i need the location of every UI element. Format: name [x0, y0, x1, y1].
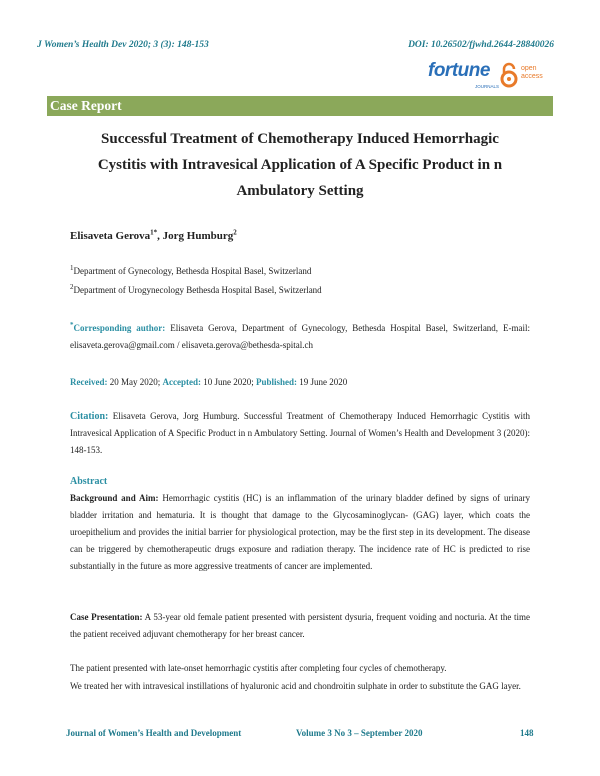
article-type-band: Case Report	[47, 96, 553, 116]
affiliation-sup: 1	[70, 264, 74, 272]
header-journal-ref: J Women’s Health Dev 2020; 3 (3): 148-153	[37, 40, 209, 50]
abstract-heading: Abstract	[70, 476, 108, 487]
corresponding-sup: *	[70, 321, 74, 329]
title-line: Cystitis with Intravesical Application of A Specific Product in n	[97, 157, 503, 173]
affiliation	[70, 266, 311, 276]
published-date: 19 June 2020	[296, 377, 348, 387]
title-line: Successful Treatment of Chemotherapy Induced Hemorrhagic	[101, 131, 499, 147]
affiliation-text: Department of Gynecology, Bethesda Hospital Basel, Switzerland	[73, 266, 312, 276]
accepted-label: Accepted:	[162, 377, 201, 387]
received-label: Received:	[70, 377, 108, 387]
author-name: Jorg Humburg	[162, 230, 234, 242]
received-date: 20 May 2020;	[107, 377, 163, 387]
affiliation-text: Department of Urogynecology Bethesda Hospital Basel, Switzerland	[73, 285, 322, 295]
open-access-icon	[498, 62, 520, 88]
abstract-paragraph: The patient presented with late-onset hemorrhagic cystitis after completing four cycles of chemotherapy.	[70, 663, 447, 673]
title-line: Ambulatory Setting	[236, 183, 364, 199]
abstract-paragraph: We treated her with intravesical instillations of hyaluronic acid and chondroitin sulphate in order to substitute the GAG layer.	[70, 681, 521, 691]
abstract-case-text: A 53-year old female patient presented with persistent dysuria, frequent voiding and nocturia. At the time the patient received adjuvant chemotherapy for her breast cancer.	[70, 612, 530, 639]
footer-journal: Journal of Women’s Health and Development	[66, 728, 242, 738]
affiliation-sup: 2	[70, 283, 74, 291]
publisher-logo	[428, 60, 553, 94]
abstract-bg-text: Hemorrhagic cystitis (HC) is an inflammation of the urinary bladder defined by signs of urinary bladder irritation and hematuria. It is thought that damage to the Glycosaminoglycan- (GAG) layer, which coats the uroepithelium and provides the initial barrier for physiological protection, may be the first step in its development. The disease can be triggered by chemotherapeutic drugs exposure and radiation therapy. The incidence rate of HC is predicted to rise substantially in the future as more aggressive treatments of cancer are implemented.	[70, 493, 531, 571]
article-title	[60, 126, 540, 204]
abstract-bg-label: Background and Aim:	[70, 493, 159, 503]
accepted-date: 10 June 2020;	[200, 377, 256, 387]
citation-label: Citation:	[70, 411, 109, 422]
published-label: Published:	[255, 377, 297, 387]
corresponding-text: Elisaveta Gerova, Department of Gynecology, Bethesda Hospital Basel, Switzerland, E-mail: elisaveta.gerova@gmail.com / elisaveta.gerova@bethesda-spital.ch	[70, 323, 530, 350]
citation-text: Elisaveta Gerova, Jorg Humburg. Successful Treatment of Chemotherapy Induced Hemorrhagic Cystitis with Intravesical Application of A Specific Product in n Ambulatory Setting. Journal of Women’s Health and Development 3 (2020): 148-153.	[70, 411, 530, 455]
corresponding-label: Corresponding author:	[73, 323, 166, 333]
logo-sub: JOURNALS	[475, 84, 500, 89]
logo-brand: fortune	[428, 60, 490, 81]
abstract-case-presentation	[70, 609, 530, 643]
author-name: Elisaveta Gerova	[70, 230, 151, 242]
abstract-case-label: Case Presentation:	[70, 612, 143, 622]
logo-oa-line1: open	[521, 65, 537, 72]
footer-page-number: 148	[520, 728, 534, 738]
logo-oa-line2: access	[521, 73, 543, 80]
author-separator: ,	[157, 230, 163, 242]
article-dates	[70, 374, 530, 391]
citation	[70, 408, 530, 459]
corresponding-author	[70, 320, 530, 354]
affiliation	[70, 285, 322, 295]
author-sup: 2	[233, 228, 237, 237]
header-doi: DOI: 10.26502/fjwhd.2644-28840026	[408, 40, 554, 50]
footer-volume: Volume 3 No 3 – September 2020	[296, 728, 423, 738]
author-list	[70, 230, 237, 242]
author-sup: 1*	[150, 228, 158, 237]
abstract-background	[70, 490, 530, 575]
